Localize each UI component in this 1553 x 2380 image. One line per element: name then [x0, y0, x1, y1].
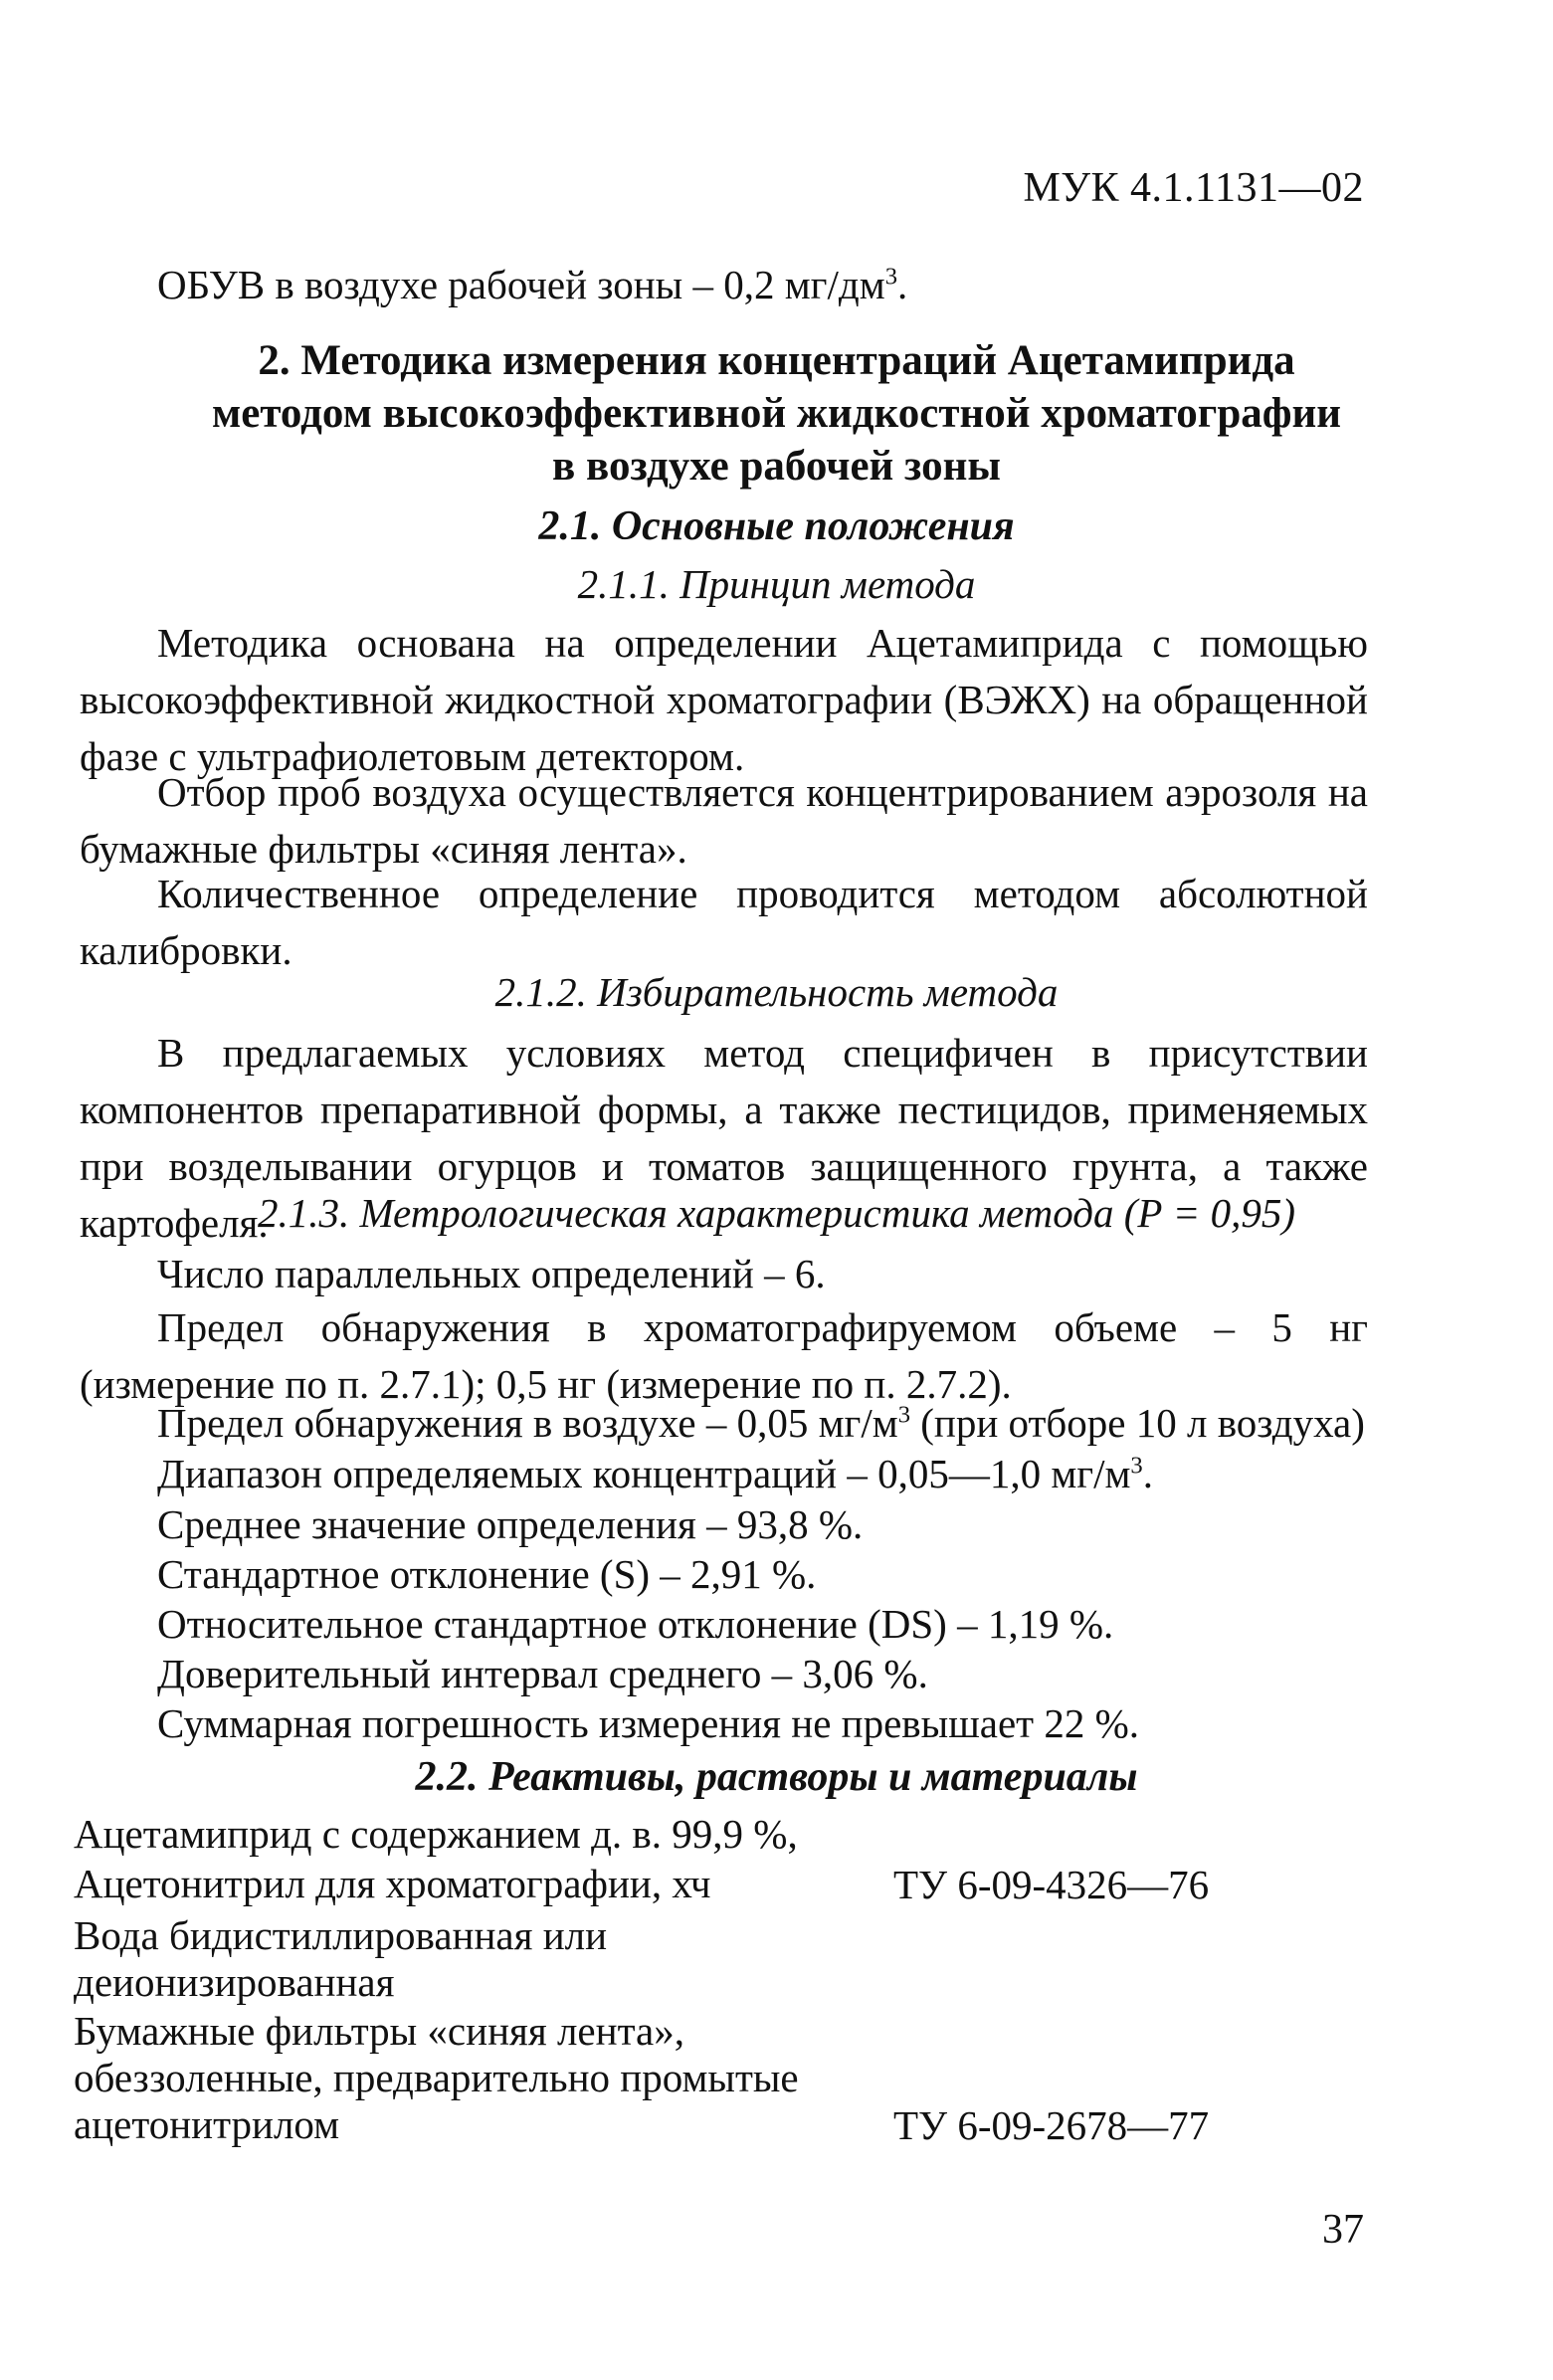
range-tail: . [1142, 1451, 1153, 1496]
reagent-acetonitrile-spec: ТУ 6-09-4326—76 [893, 1862, 1210, 1907]
reagent-filters-line1: Бумажные фильтры «синяя лента», [74, 2008, 684, 2054]
reagent-water [74, 1912, 607, 2006]
metrology-lod-volume: Предел обнаружения в хроматографируемом объеме – 5 нг (измерение по п. 2.7.1); 0,5 нг (измерение по п. 2.7.2). [80, 1304, 1368, 1407]
reagent-filters-line2: обеззоленные, предварительно промытые [74, 2055, 799, 2100]
section2-title-line2: методом высокоэффективной жидкостной хроматографии [211, 390, 1342, 437]
reagent-water-line2: деионизированная [74, 1959, 395, 2005]
reagent-water-line1: Вода бидистиллированная или [74, 1912, 608, 1958]
range-sup: 3 [1130, 1452, 1143, 1480]
metrology-total-error: Суммарная погрешность измерения не превышает 22 %. [157, 1700, 1140, 1746]
metrology-parallel: Число параллельных определений – 6. [157, 1251, 826, 1296]
principle-paragraph-1: Методика основана на определении Ацетамиприда с помощью высокоэффективной жидкостной хроматографии (ВЭЖХ) на обращенной фазе с ультрафиолетовым детектором. [80, 620, 1368, 779]
range-text: Диапазон определяемых концентраций – 0,05—1,0 мг/м [157, 1451, 1131, 1496]
obuv-sup: 3 [884, 263, 897, 291]
section-2-1-title: 2.1. Основные положения [538, 503, 1015, 549]
section2-title [0, 334, 1553, 493]
reagent-acetonitrile: Ацетонитрил для хроматографии, хч [74, 1861, 711, 1906]
selectivity-paragraph: В предлагаемых условиях метод специфичен в присутствии компонентов препаративной формы, а также пестицидов, применяемых при возделывании огурцов и томатов защищенного грунта, а также картофеля. [80, 1030, 1368, 1246]
metrology-rsd: Относительное стандартное отклонение (DS) – 1,19 %. [157, 1601, 1114, 1647]
obuv-line [157, 261, 907, 308]
section-2-1-1-title: 2.1.1. Принцип метода [577, 561, 976, 607]
reagent-filters [74, 2008, 799, 2148]
section-2-2-title: 2.2. Реактивы, растворы и материалы [415, 1754, 1138, 1800]
reagent-filters-spec: ТУ 6-09-2678—77 [893, 2102, 1210, 2148]
metrology-sd: Стандартное отклонение (S) – 2,91 %. [157, 1551, 817, 1597]
principle-paragraph-3: Количественное определение проводится методом абсолютной калибровки. [80, 871, 1368, 973]
metrology-mean: Среднее значение определения – 93,8 %. [157, 1501, 864, 1547]
metrology-range [157, 1450, 1153, 1497]
page-number: 37 [1322, 2207, 1364, 2253]
reagent-acetamiprid: Ацетамиприд с содержанием д. в. 99,9 %, [74, 1811, 798, 1857]
metrology-lod-air [157, 1399, 1365, 1447]
section-2-1-3-title: 2.1.3. Метрологическая характеристика метода (Р = 0,95) [257, 1190, 1296, 1236]
obuv-end: . [896, 262, 908, 307]
reagent-filters-line3: ацетонитрилом [74, 2101, 340, 2147]
section2-title-line3: в воздухе рабочей зоны [552, 443, 1001, 490]
obuv-text: ОБУВ в воздухе рабочей зоны – 0,2 мг/дм [157, 262, 885, 307]
lod-air-sup: 3 [897, 1401, 911, 1429]
lod-air-text: Предел обнаружения в воздухе – 0,05 мг/м [157, 1400, 898, 1446]
section2-title-line1: 2. Методика измерения концентраций Ацетамиприда [258, 337, 1295, 384]
document-code: МУК 4.1.1131—02 [1023, 165, 1364, 211]
principle-paragraph-2: Отбор проб воздуха осуществляется концентрированием аэрозоля на бумажные фильтры «синяя лента». [80, 769, 1368, 872]
section-2-1-2-title: 2.1.2. Избирательность метода [494, 969, 1059, 1015]
lod-air-tail: (при отборе 10 л воздуха) [910, 1400, 1365, 1446]
metrology-ci: Доверительный интервал среднего – 3,06 %. [157, 1651, 928, 1696]
